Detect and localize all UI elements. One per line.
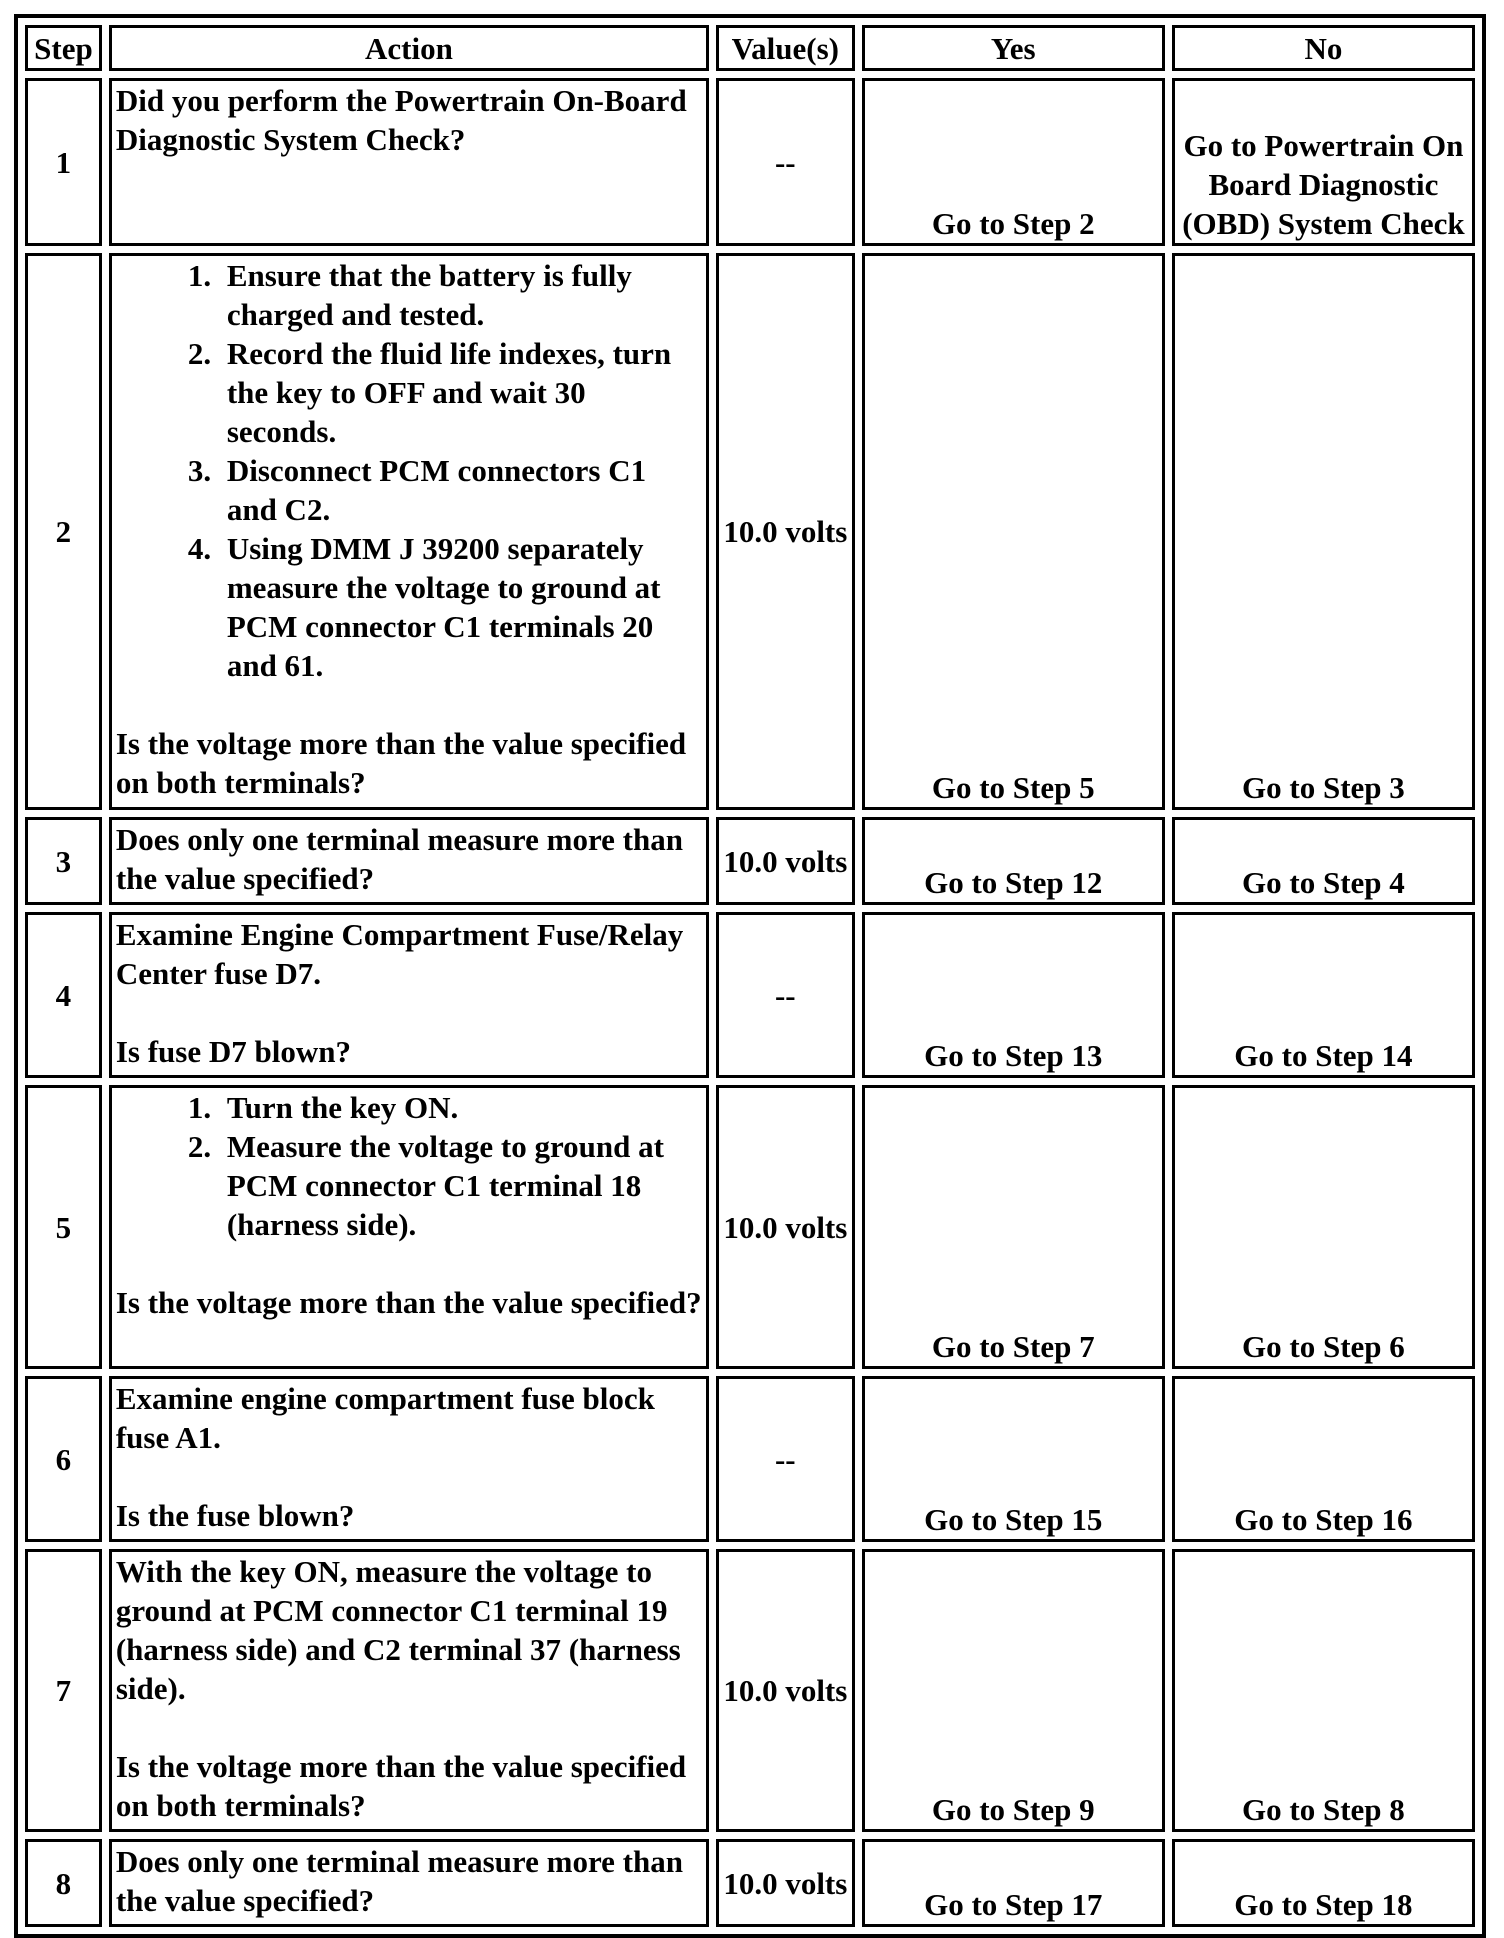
yes-cell: Go to Step 2 (862, 78, 1165, 246)
table-row (25, 1839, 1475, 1927)
header-row (25, 25, 1475, 71)
action-question: Is the voltage more than the value specified? (115, 1285, 702, 1320)
step-number: 2 (25, 253, 102, 810)
no-cell: Go to Powertrain On Board Diagnostic (OBD) System Check (1172, 78, 1475, 246)
header-values: Value(s) (716, 25, 855, 71)
yes-cell: Go to Step 13 (862, 912, 1165, 1078)
no-cell: Go to Step 4 (1172, 817, 1475, 905)
step-number: 7 (25, 1549, 102, 1832)
value-cell: -- (716, 912, 855, 1078)
action-list (116, 1088, 702, 1244)
value-cell: 10.0 volts (716, 1549, 855, 1832)
action-cell (109, 253, 709, 810)
table-row (25, 253, 1475, 810)
value-cell: -- (716, 78, 855, 246)
step-number: 5 (25, 1085, 102, 1369)
action-list (116, 256, 702, 685)
yes-cell: Go to Step 17 (862, 1839, 1165, 1927)
list-item: 3. Disconnect PCM connectors C1 and C2. (219, 451, 702, 529)
header-action: Action (109, 25, 709, 71)
table-row (25, 1085, 1475, 1369)
list-item: 1. Turn the key ON. (219, 1088, 702, 1127)
action-cell (109, 1839, 709, 1927)
no-cell: Go to Step 18 (1172, 1839, 1475, 1927)
step-number: 3 (25, 817, 102, 905)
step-number: 1 (25, 78, 102, 246)
yes-cell: Go to Step 5 (862, 253, 1165, 810)
value-cell: 10.0 volts (716, 1085, 855, 1369)
table-row (25, 912, 1475, 1078)
yes-cell: Go to Step 9 (862, 1549, 1165, 1832)
no-cell: Go to Step 16 (1172, 1376, 1475, 1542)
value-cell: 10.0 volts (716, 817, 855, 905)
yes-cell: Go to Step 12 (862, 817, 1165, 905)
header-yes: Yes (862, 25, 1165, 71)
yes-cell: Go to Step 15 (862, 1376, 1165, 1542)
table-row (25, 1376, 1475, 1542)
list-item: 2. Record the fluid life indexes, turn the key to OFF and wait 30 seconds. (219, 334, 702, 451)
value-cell: 10.0 volts (716, 1839, 855, 1927)
no-cell: Go to Step 6 (1172, 1085, 1475, 1369)
step-number: 6 (25, 1376, 102, 1542)
action-question: Is the fuse blown? (115, 1498, 355, 1533)
action-cell (109, 1376, 709, 1542)
value-cell: -- (716, 1376, 855, 1542)
step-number: 8 (25, 1839, 102, 1927)
no-cell: Go to Step 14 (1172, 912, 1475, 1078)
action-question: Is fuse D7 blown? (115, 1034, 351, 1069)
list-item: 2. Measure the voltage to ground at PCM connector C1 terminal 18 (harness side). (219, 1127, 702, 1244)
action-text: With the key ON, measure the voltage to ground at PCM connector C1 terminal 19 (harness side) and C2 terminal 37 (harness side). (115, 1554, 681, 1706)
list-item: 4. Using DMM J 39200 separately measure the voltage to ground at PCM connector C1 terminals 20 and 61. (219, 529, 702, 685)
diagnostic-table (14, 14, 1486, 1938)
action-text: Does only one terminal measure more than the value specified? (115, 1844, 683, 1918)
table-row (25, 78, 1475, 246)
action-text: Examine Engine Compartment Fuse/Relay Center fuse D7. (115, 917, 684, 991)
action-cell (109, 78, 709, 246)
action-cell (109, 1085, 709, 1369)
header-no: No (1172, 25, 1475, 71)
action-question: Is the voltage more than the value specified on both terminals? (115, 1749, 687, 1823)
step-number: 4 (25, 912, 102, 1078)
action-cell (109, 1549, 709, 1832)
action-text: Examine engine compartment fuse block fuse A1. (115, 1381, 655, 1455)
no-cell: Go to Step 8 (1172, 1549, 1475, 1832)
no-cell: Go to Step 3 (1172, 253, 1475, 810)
action-text: Did you perform the Powertrain On-Board Diagnostic System Check? (115, 83, 687, 157)
value-cell: 10.0 volts (716, 253, 855, 810)
header-step: Step (25, 25, 102, 71)
table-row (25, 817, 1475, 905)
table-row (25, 1549, 1475, 1832)
action-cell (109, 817, 709, 905)
action-cell (109, 912, 709, 1078)
yes-cell: Go to Step 7 (862, 1085, 1165, 1369)
list-item: 1. Ensure that the battery is fully charged and tested. (219, 256, 702, 334)
action-text: Does only one terminal measure more than the value specified? (115, 822, 683, 896)
action-question: Is the voltage more than the value specified on both terminals? (115, 726, 687, 800)
